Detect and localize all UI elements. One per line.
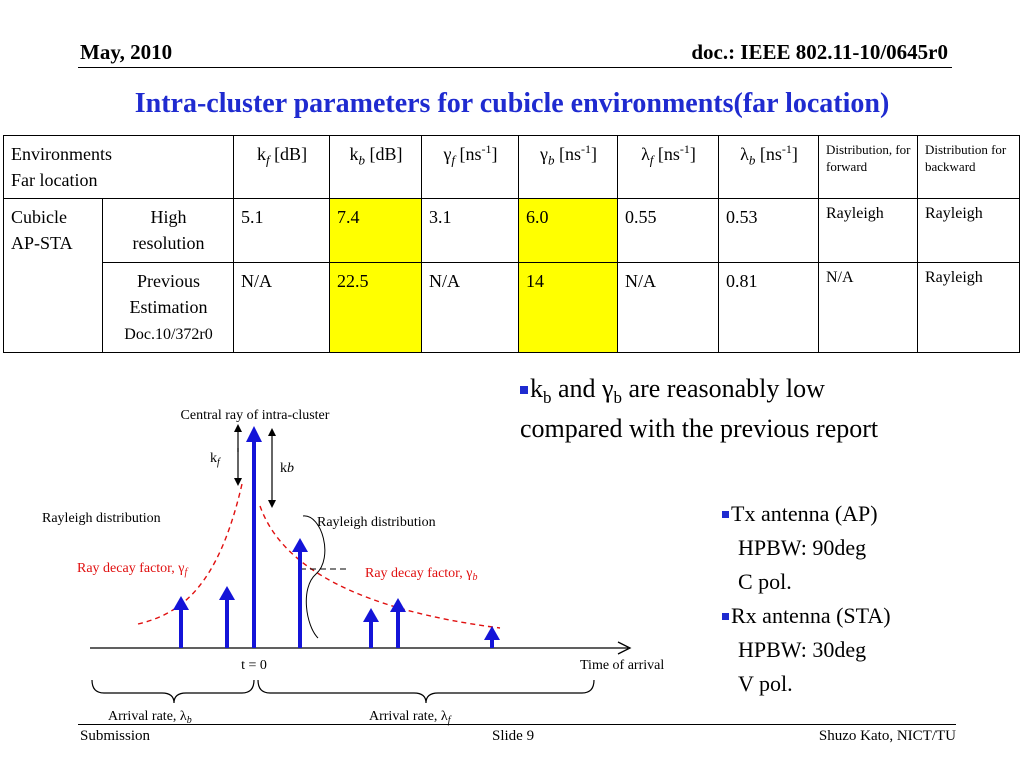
env-line1: Cubicle	[11, 207, 67, 227]
lb-sub: b	[748, 152, 756, 168]
gf-symbol: γ	[443, 144, 452, 164]
gf-close: ]	[491, 144, 498, 164]
kb-unit: [dB]	[365, 144, 403, 164]
cell-dist-backward: Rayleigh	[918, 199, 1020, 263]
lf-exp: -1	[679, 142, 690, 156]
arrival-right-text: Arrival rate,	[369, 709, 441, 724]
cell-gamma-b: 14	[519, 263, 618, 353]
decay-right-sub: b	[472, 572, 478, 583]
gb-unit: [ns	[554, 144, 581, 164]
header-distribution-backward: Distribution for backward	[918, 136, 1020, 199]
kf-unit: [dB]	[269, 144, 308, 164]
gb-symbol: γ	[540, 144, 548, 164]
footer-rule	[78, 724, 956, 725]
cell-gamma-b: 6.0	[519, 199, 618, 263]
arrival-left-sub: b	[186, 715, 192, 726]
cell-lambda-b: 0.81	[719, 263, 819, 353]
ray-arrowhead-icon	[246, 426, 262, 442]
note-kb-symbol: k	[530, 374, 543, 403]
env-line2: AP-STA	[11, 233, 73, 253]
ray-arrows	[173, 426, 500, 648]
gf-unit: [ns	[455, 144, 482, 164]
env-head-line1: Environments	[11, 144, 112, 164]
cell-lambda-f: 0.55	[618, 199, 719, 263]
kf-sub: f	[265, 152, 270, 168]
lb-exp: -1	[781, 142, 792, 156]
rayleigh-right-label: Rayleigh distribution	[317, 515, 436, 530]
lb-unit: [ns	[755, 144, 782, 164]
decay-left-symbol: γ	[178, 561, 185, 576]
arrival-right-symbol: λ	[440, 709, 448, 724]
kf-symbol: k	[256, 144, 266, 164]
env-head-line2: Far location	[11, 170, 98, 190]
lf-close: ]	[689, 144, 696, 164]
rayleigh-curve-icon	[303, 516, 325, 638]
kb-label-sub: b	[287, 461, 294, 476]
gb-close: ]	[590, 144, 597, 164]
cell-kb: 22.5	[330, 263, 422, 353]
header-doc-id: doc.: IEEE 802.11-10/0645r0	[691, 40, 948, 64]
row-label-line1: Previous	[137, 271, 200, 291]
kf-label-symbol: k	[210, 451, 217, 466]
row-label-line1: High	[150, 207, 187, 227]
arrival-left-symbol: λ	[179, 709, 187, 724]
cell-dist-backward: Rayleigh	[918, 263, 1020, 353]
slide-title: Intra-cluster parameters for cubicle environments(far location)	[134, 88, 890, 119]
note-line2: compared with the previous report	[520, 414, 879, 443]
cell-kf: 5.1	[234, 199, 330, 263]
note-tx-pol: C pol.	[738, 569, 792, 594]
cell-kf: N/A	[234, 263, 330, 353]
cell-dist-forward: N/A	[819, 263, 918, 353]
note-kb-sub: b	[543, 388, 552, 408]
note-rx: Rx antenna (STA)	[731, 603, 891, 628]
cell-gamma-f: 3.1	[422, 199, 519, 263]
brace-left-icon	[92, 680, 254, 703]
gb-exp: -1	[580, 142, 591, 156]
lf-symbol: λ	[641, 144, 650, 164]
row-label-line2: resolution	[132, 233, 205, 253]
footer-author: Shuzo Kato, NICT/TU	[818, 728, 956, 744]
kf-label-sub: f	[217, 457, 220, 468]
note-tx-hpbw: HPBW: 90deg	[738, 535, 867, 560]
ray-arrowhead-icon	[173, 596, 189, 610]
gb-sub: b	[547, 152, 555, 168]
cell-kb: 7.4	[330, 199, 422, 263]
kb-label-symbol: k	[280, 461, 287, 476]
note-gb-symbol: γ	[602, 374, 614, 403]
note-line1-rest: are reasonably low	[622, 374, 825, 403]
header-date: May, 2010	[80, 40, 173, 64]
kb-symbol: k	[349, 144, 359, 164]
note-and: and	[551, 374, 603, 403]
central-ray-label: Central ray of intra-cluster	[180, 408, 330, 423]
gf-exp: -1	[481, 142, 492, 156]
cell-lambda-f: N/A	[618, 263, 719, 353]
row-label-line2: Estimation	[129, 297, 208, 317]
decay-right-symbol: γ	[466, 566, 473, 581]
decay-left-sub: f	[184, 567, 188, 578]
decay-left-text: Ray decay factor,	[77, 561, 179, 576]
lf-unit: [ns	[653, 144, 680, 164]
lb-symbol: λ	[740, 144, 749, 164]
lf-sub: f	[649, 152, 654, 168]
kf-label	[210, 451, 221, 468]
note-rx-hpbw: HPBW: 30deg	[738, 637, 867, 662]
decay-right-text: Ray decay factor,	[365, 566, 467, 581]
gf-sub: f	[451, 152, 456, 168]
cell-dist-forward: Rayleigh	[819, 199, 918, 263]
row-label-doc: Doc.10/372r0	[124, 326, 213, 343]
note-tx: Tx antenna (AP)	[731, 501, 878, 526]
decay-right-label	[365, 566, 477, 583]
ray-arrowhead-icon	[390, 598, 406, 612]
header-distribution-forward: Distribution, for forward	[819, 136, 918, 199]
ray-arrowhead-icon	[363, 608, 379, 622]
arrival-right-sub: f	[447, 715, 451, 726]
brace-right-icon	[258, 680, 594, 703]
cell-gamma-f: N/A	[422, 263, 519, 353]
ray-arrowhead-icon	[219, 586, 235, 600]
arrival-left-text: Arrival rate,	[108, 709, 180, 724]
footer-submission: Submission	[80, 728, 151, 744]
note-gb-sub: b	[613, 388, 623, 408]
note-rx-pol: V pol.	[738, 671, 793, 696]
ray-arrowhead-icon	[292, 538, 308, 552]
time-axis-label: Time of arrival	[580, 658, 665, 673]
decay-left-label	[77, 561, 188, 578]
rayleigh-left-label: Rayleigh distribution	[42, 511, 161, 526]
kb-label	[280, 461, 294, 476]
t0-label: t = 0	[241, 658, 267, 673]
kb-sub: b	[358, 152, 365, 168]
footer-slide-number: Slide 9	[492, 728, 535, 744]
lb-close: ]	[791, 144, 798, 164]
cell-lambda-b: 0.53	[719, 199, 819, 263]
